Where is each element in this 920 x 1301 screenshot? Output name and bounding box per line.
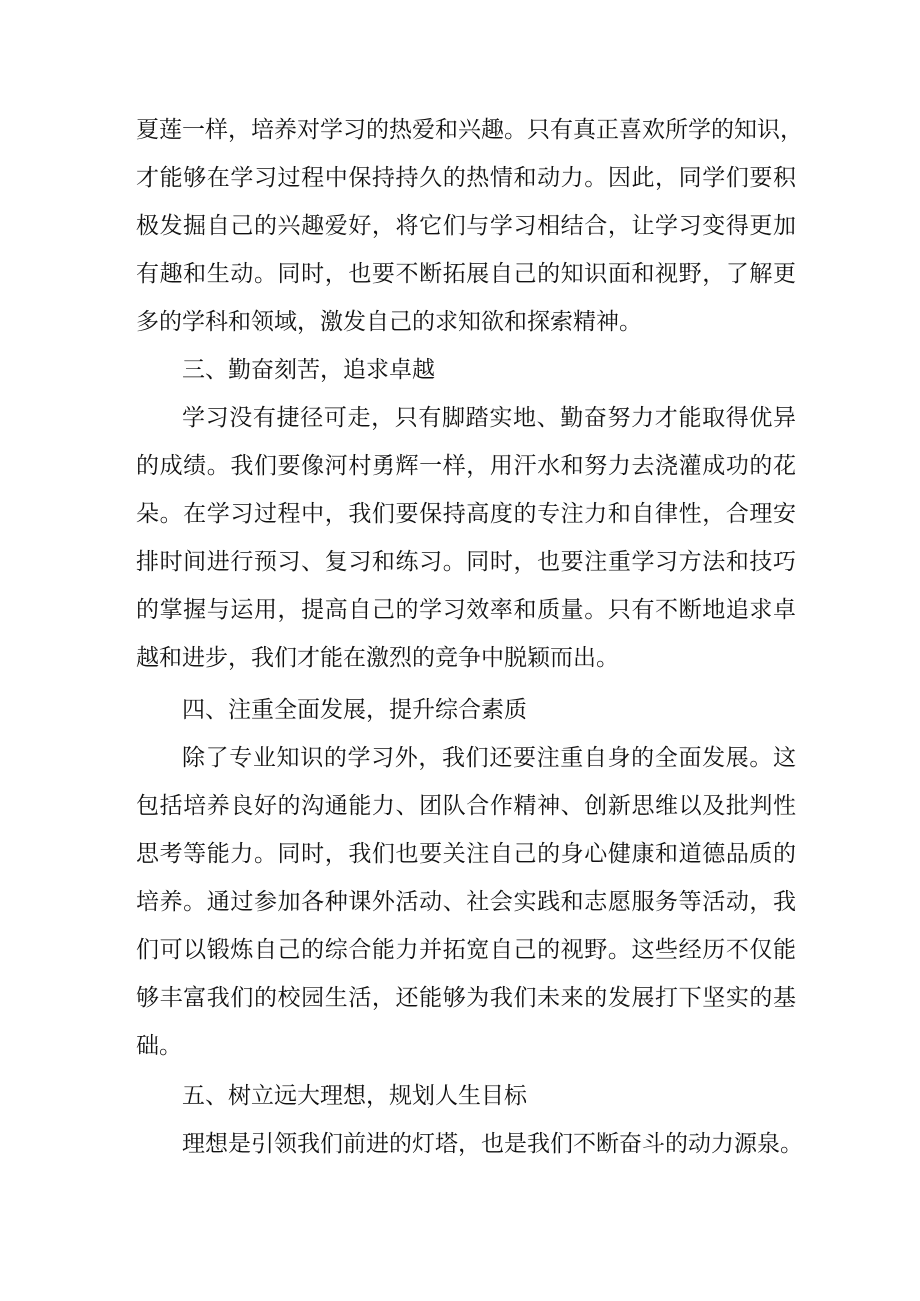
section-heading-5: 五、树立远大理想，规划人生目标 xyxy=(182,1083,527,1109)
section-heading-4: 四、注重全面发展，提升综合素质 xyxy=(182,697,527,723)
paragraph-3-line-4: 培养。通过参加各种课外活动、社会实践和志愿服务等活动，我 xyxy=(136,889,796,915)
paragraph-1-line-2: 才能够在学习过程中保持持久的热情和动力。因此，同学们要积 xyxy=(136,165,796,191)
paragraph-3-line-2: 包括培养良好的沟通能力、团队合作精神、创新思维以及批判性 xyxy=(136,793,796,819)
paragraph-2-line-2: 的成绩。我们要像河村勇辉一样，用汗水和努力去浇灌成功的花 xyxy=(136,453,796,479)
paragraph-3-line-7: 础。 xyxy=(136,1033,182,1059)
paragraph-1-line-3: 极发掘自己的兴趣爱好，将它们与学习相结合，让学习变得更加 xyxy=(136,213,796,239)
paragraph-3-line-6: 够丰富我们的校园生活，还能够为我们未来的发展打下坚实的基 xyxy=(136,985,796,1011)
paragraph-2-line-5: 的掌握与运用，提高自己的学习效率和质量。只有不断地追求卓 xyxy=(136,597,796,623)
paragraph-2-line-1: 学习没有捷径可走，只有脚踏实地、勤奋努力才能取得优异 xyxy=(182,405,796,431)
paragraph-3-line-1: 除了专业知识的学习外，我们还要注重自身的全面发展。这 xyxy=(182,745,796,771)
paragraph-2-line-6: 越和进步，我们才能在激烈的竞争中脱颖而出。 xyxy=(136,645,619,671)
paragraph-4-line-1: 理想是引领我们前进的灯塔，也是我们不断奋斗的动力源泉。 xyxy=(182,1131,803,1157)
paragraph-1-line-5: 多的学科和领域，激发自己的求知欲和探索精神。 xyxy=(136,309,642,335)
paragraph-3-line-5: 们可以锻炼自己的综合能力并拓宽自己的视野。这些经历不仅能 xyxy=(136,937,796,963)
paragraph-1-line-4: 有趣和生动。同时，也要不断拓展自己的知识面和视野，了解更 xyxy=(136,261,796,287)
paragraph-2-line-3: 朵。在学习过程中，我们要保持高度的专注力和自律性，合理安 xyxy=(136,501,796,527)
paragraph-1-line-1: 夏莲一样，培养对学习的热爱和兴趣。只有真正喜欢所学的知识， xyxy=(136,117,803,143)
paragraph-2-line-4: 排时间进行预习、复习和练习。同时，也要注重学习方法和技巧 xyxy=(136,549,796,575)
section-heading-3: 三、勤奋刻苦，追求卓越 xyxy=(182,357,435,383)
paragraph-3-line-3: 思考等能力。同时，我们也要关注自己的身心健康和道德品质的 xyxy=(136,841,796,867)
